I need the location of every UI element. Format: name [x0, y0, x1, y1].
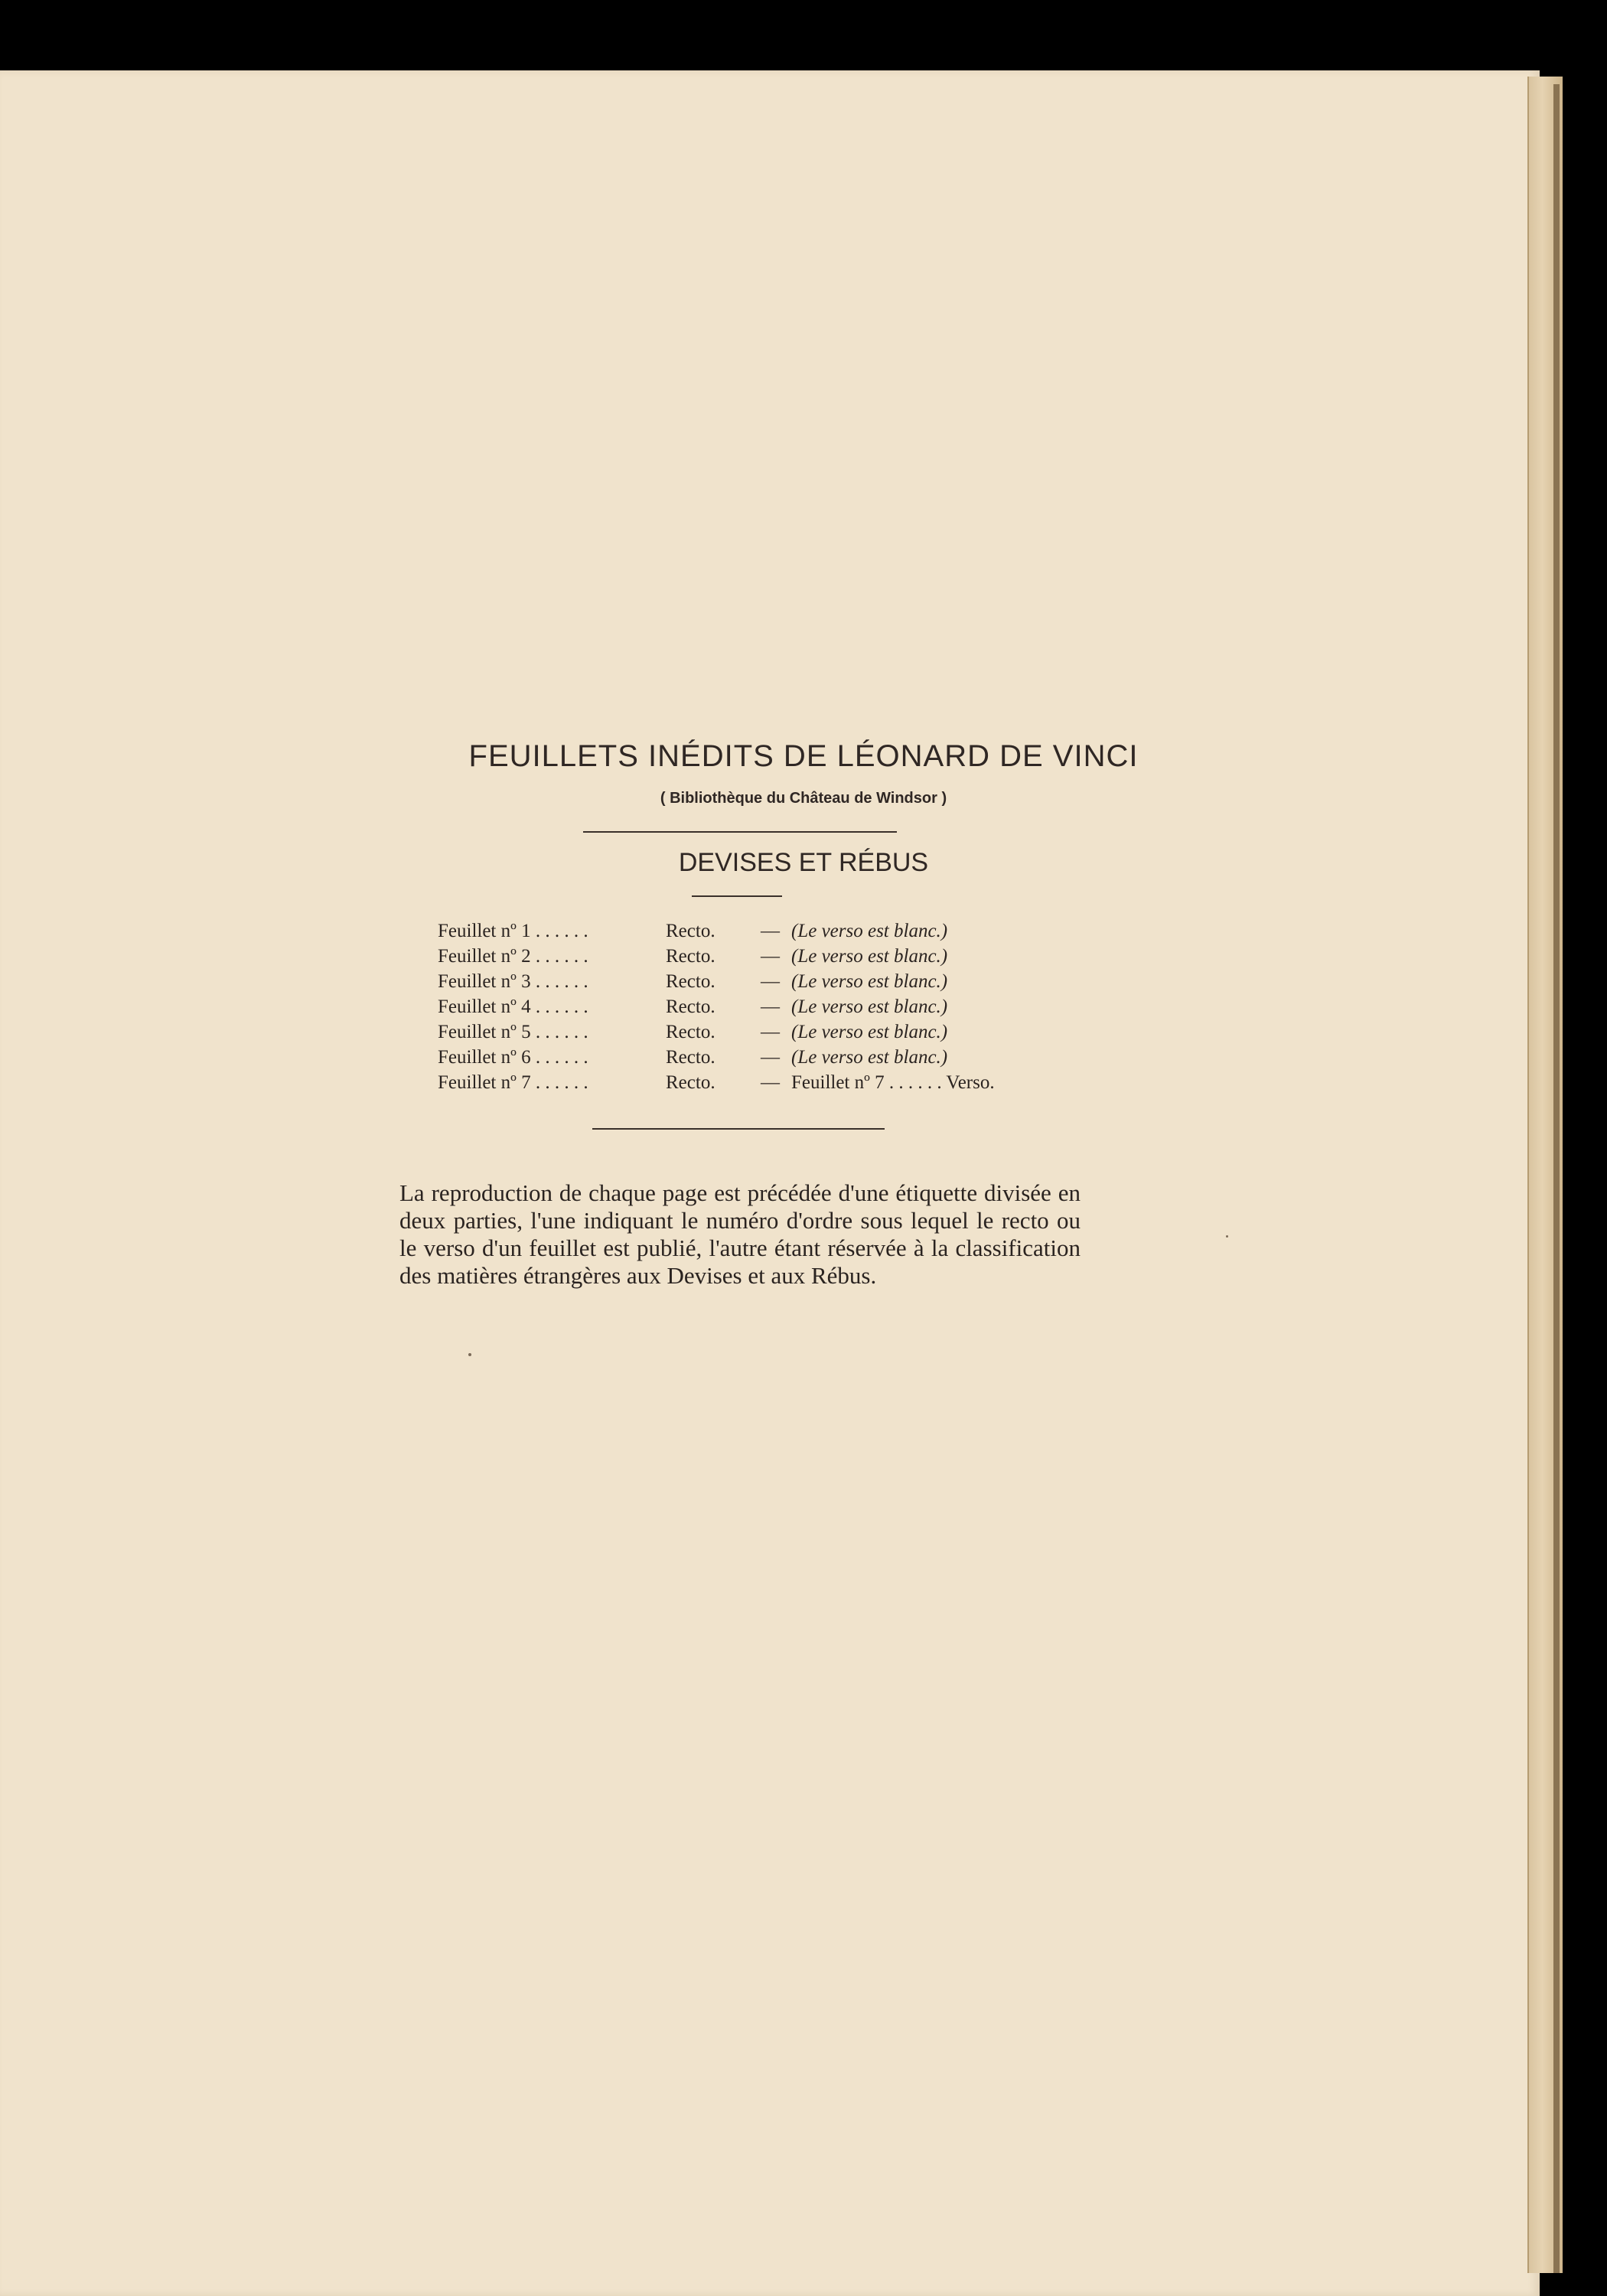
leaf-note: (Le verso est blanc.) — [791, 921, 948, 941]
leaf-side: Recto. — [666, 1072, 715, 1093]
section-title: DEVISES ET RÉBUS — [678, 848, 929, 877]
leaf-dash: — — [761, 996, 780, 1017]
paper-speck — [1226, 1235, 1228, 1238]
leaf-label: Feuillet nº 4 . . . . . . — [438, 996, 588, 1017]
leaf-side: Recto. — [666, 921, 715, 941]
document-title: FEUILLETS INÉDITS DE LÉONARD DE VINCI — [468, 739, 1139, 773]
leaf-note: (Le verso est blanc.) — [791, 1022, 948, 1042]
leaf-dash: — — [761, 1072, 780, 1093]
leaf-label: Feuillet nº 7 . . . . . . — [438, 1072, 588, 1093]
divider-rule — [592, 1128, 885, 1130]
leaf-note: (Le verso est blanc.) — [791, 1047, 948, 1068]
leaf-note: Feuillet nº 7 . . . . . . Verso. — [791, 1072, 995, 1093]
list-item — [438, 994, 1157, 1019]
leaf-dash: — — [761, 971, 780, 992]
leaf-note: (Le verso est blanc.) — [791, 996, 948, 1017]
list-item — [438, 1045, 1157, 1070]
divider-rule-short — [692, 895, 782, 897]
list-item — [438, 969, 1157, 994]
leaf-dash: — — [761, 921, 780, 941]
divider-rule — [583, 831, 897, 833]
list-item — [438, 1019, 1157, 1045]
leaf-note: (Le verso est blanc.) — [791, 971, 948, 992]
page-edge-shadow — [1553, 84, 1560, 2273]
leaf-label: Feuillet nº 1 . . . . . . — [438, 921, 588, 941]
leaf-dash: — — [761, 1047, 780, 1068]
list-item — [438, 918, 1157, 944]
leaf-note: (Le verso est blanc.) — [791, 946, 948, 967]
leaf-side: Recto. — [666, 1022, 715, 1042]
explanatory-paragraph: La reproduction de chaque page est précédée d'une étiquette divisée en deux parties, l'une indiquant le numéro d'ordre sous lequel le recto ou le verso d'un feuillet est publié, l'autre étant réservée à la classification des matières étrangères aux Devises et aux Rébus. — [399, 1179, 1081, 1289]
leaf-list — [438, 918, 1157, 1095]
leaf-label: Feuillet nº 2 . . . . . . — [438, 946, 588, 967]
leaf-label: Feuillet nº 6 . . . . . . — [438, 1047, 588, 1068]
document-subtitle: ( Bibliothèque du Château de Windsor ) — [660, 790, 947, 807]
list-item — [438, 944, 1157, 969]
leaf-side: Recto. — [666, 1047, 715, 1068]
list-item — [438, 1070, 1157, 1095]
leaf-side: Recto. — [666, 996, 715, 1017]
leaf-side: Recto. — [666, 971, 715, 992]
paper-speck — [468, 1353, 471, 1356]
leaf-label: Feuillet nº 5 . . . . . . — [438, 1022, 588, 1042]
leaf-dash: — — [761, 946, 780, 967]
leaf-side: Recto. — [666, 946, 715, 967]
leaf-dash: — — [761, 1022, 780, 1042]
leaf-label: Feuillet nº 3 . . . . . . — [438, 971, 588, 992]
